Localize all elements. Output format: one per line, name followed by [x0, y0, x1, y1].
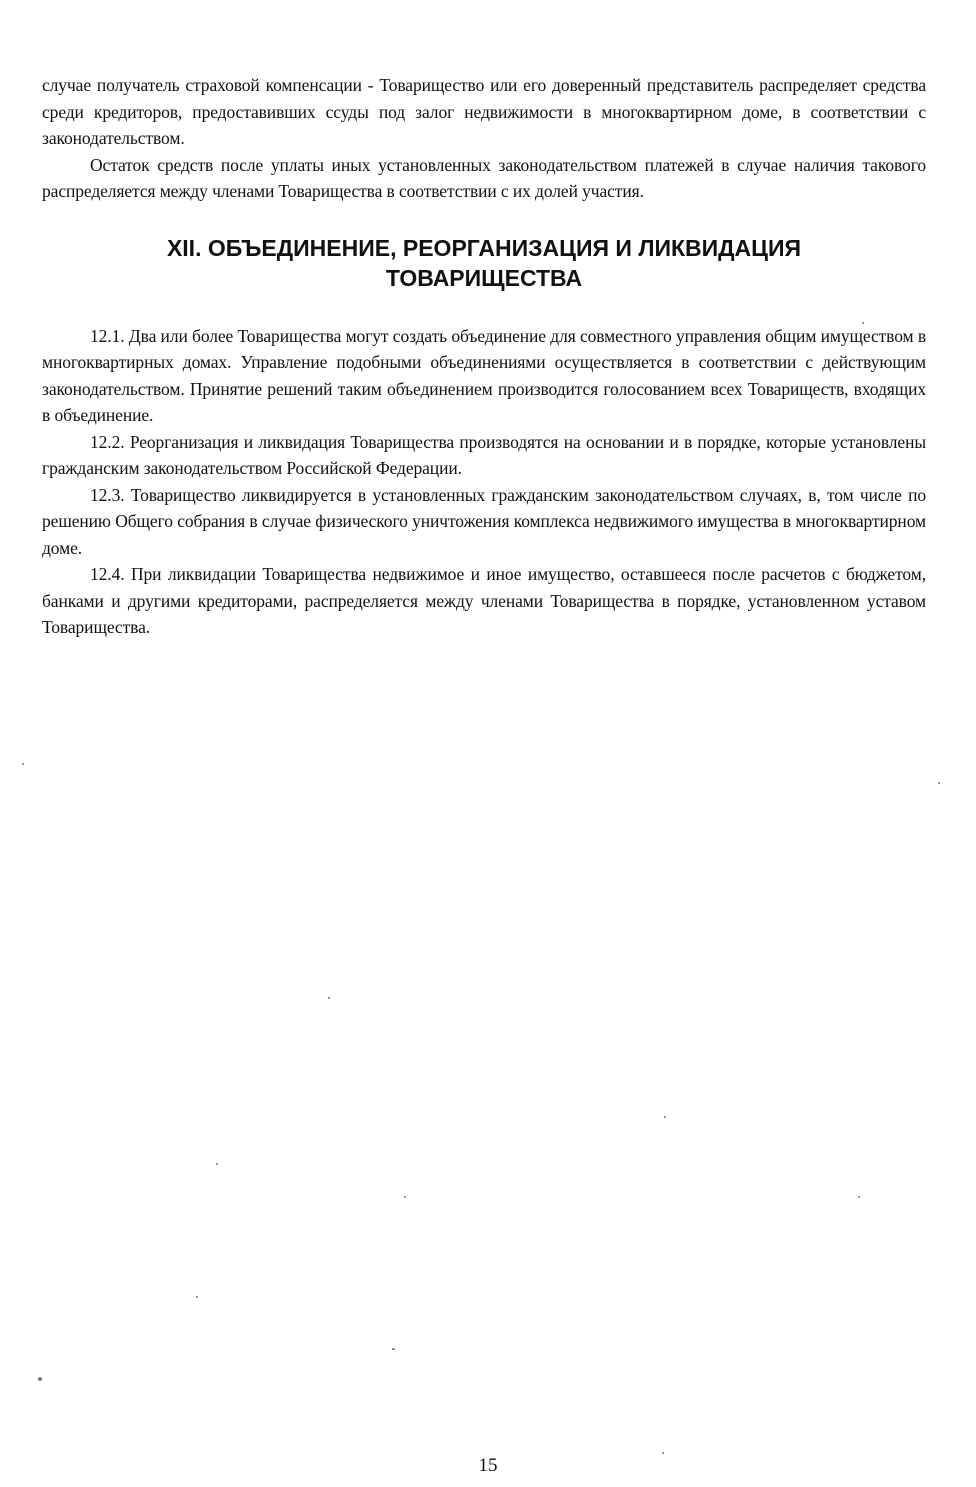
scan-speck	[858, 1196, 860, 1198]
section-heading-line-1: XII. ОБЪЕДИНЕНИЕ, РЕОРГАНИЗАЦИЯ И ЛИКВИДАЦИЯ	[166, 234, 802, 261]
scan-speck	[38, 1377, 42, 1381]
scan-speck	[216, 1163, 218, 1165]
paragraph-remainder: Остаток средств после уплаты иных установленных законодательством платежей в случае наличия такового распределяется между членами Товарищества в соответствии с их долей участия.	[42, 154, 926, 201]
scan-speck	[938, 782, 940, 784]
clause-12-3: 12.3. Товарищество ликвидируется в установленных гражданским законодательством случаях, в, том числе по решению Общего собрания в случае физического уничтожения комплекса недвижимого имущества в многоквартирном доме.	[42, 484, 926, 558]
paragraph-continuation: случае получатель страховой компенсации - Товарищество или его доверенный представитель распределяет средства среди кредиторов, предоставивших ссуды под залог недвижимости в многоквартирном доме, в соответствии с законодательством.	[42, 75, 926, 148]
scan-speck	[22, 763, 24, 765]
scan-speck	[862, 322, 864, 324]
scan-speck	[196, 1296, 198, 1298]
section-heading-line-2: ТОВАРИЩЕСТВА	[385, 264, 583, 291]
section-heading	[42, 233, 926, 293]
clause-12-4: 12.4. При ликвидации Товарищества недвижимое и иное имущество, оставшееся после расчетов с бюджетом, банками и другими кредиторами, распределяется между членами Товарищества в порядке, установленном уставом Товарищества.	[42, 564, 926, 637]
page-content	[42, 72, 926, 641]
scan-speck	[664, 1116, 666, 1118]
scan-speck	[404, 1196, 406, 1198]
scan-speck	[328, 997, 330, 999]
scan-speck	[392, 1348, 395, 1350]
clause-12-2: 12.2. Реорганизация и ликвидация Товарищества производятся на основании и в порядке, которые установлены гражданским законодательством Российской Федерации.	[42, 431, 926, 478]
page-number: 15	[478, 1455, 498, 1476]
scan-speck	[662, 1452, 664, 1454]
clause-12-1: 12.1. Два или более Товарищества могут создать объединение для совместного управления общим имуществом в многоквартирных домах. Управление подобными объединениями осуществляется в соответствии с действующим законодательством. Принятие решений таким объединением производится голосованием всех Товариществ, входящих в объединение.	[42, 325, 926, 425]
